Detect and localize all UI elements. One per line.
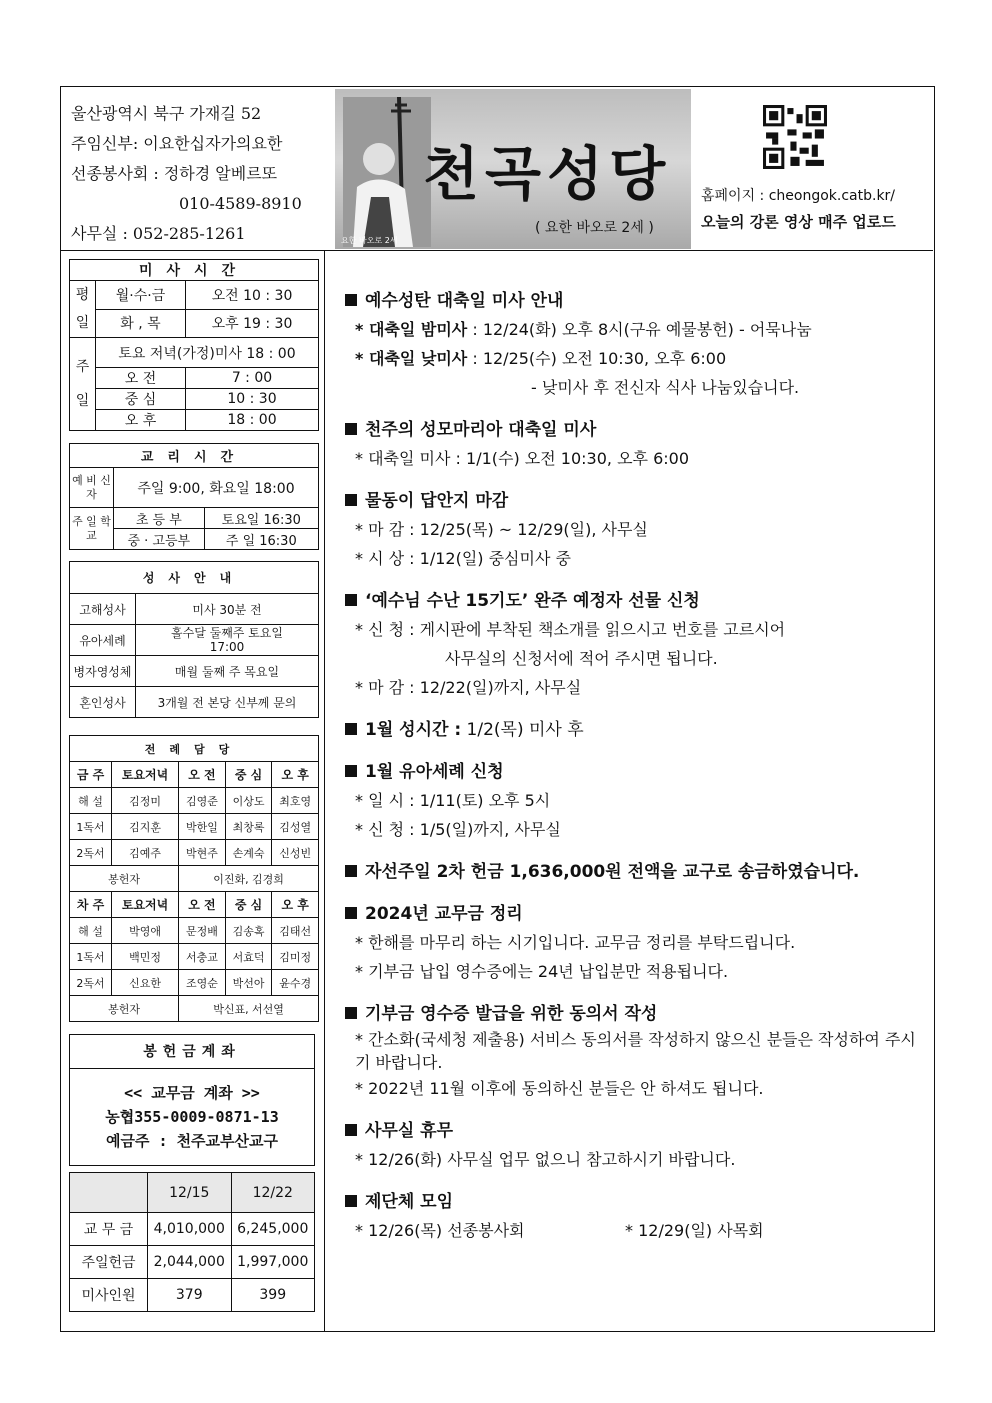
homily-notice: 오늘의 강론 영상 매주 업로드 — [701, 213, 896, 231]
bullet-square-icon — [345, 423, 357, 435]
notice-line: * 시 상 : 1/12(일) 중심미사 중 — [355, 549, 571, 568]
council-phone: 010-4589-8910 — [179, 194, 302, 213]
notice-title: 제단체 모임 — [365, 1192, 454, 1212]
liturgy-header: 오 후 — [272, 762, 319, 788]
sunday-mass-time: 18 : 00 — [186, 410, 319, 431]
bullet-square-icon — [345, 294, 357, 306]
weekday-days: 월·수·금 — [96, 281, 186, 310]
weekday-time: 오후 19 : 30 — [186, 309, 319, 338]
bullet-square-icon — [345, 1124, 357, 1136]
notice-line: * 12/26(목) 선종봉사회 — [355, 1221, 525, 1240]
sunday-mass-time: 10 : 30 — [186, 389, 319, 410]
offering-label: 봉헌자 — [70, 996, 179, 1022]
header — [61, 87, 933, 251]
pope-photo — [343, 97, 431, 247]
finance-value: 4,010,000 — [148, 1213, 232, 1246]
liturgy-cell: 김영준 — [179, 788, 226, 814]
notice-line: * 일 시 : 1/11(토) 오후 5시 — [355, 791, 551, 810]
liturgy-cell: 서충교 — [179, 944, 226, 970]
notice-title: 1월 성시간 : — [365, 720, 462, 740]
finance-date: 12/15 — [148, 1173, 232, 1213]
liturgy-cell: 최호영 — [272, 788, 319, 814]
notice-line: * 마 감 : 12/22(일)까지, 사무실 — [355, 678, 582, 697]
notice-consent — [345, 1000, 930, 1103]
finance-value: 379 — [148, 1279, 232, 1312]
liturgy-cell: 김태선 — [272, 918, 319, 944]
notice-line: * 한해를 마무리 하는 시기입니다. 교무금 정리를 부탁드립니다. — [355, 933, 796, 952]
homepage-link[interactable]: 홈페이지 : cheongok.catb.kr/ — [701, 188, 896, 204]
bullet-square-icon — [345, 907, 357, 919]
notice-line: * 12/29(일) 사목회 — [625, 1221, 764, 1240]
sacrament-desc: 매월 둘째 주 목요일 — [136, 656, 319, 687]
elementary-time: 토요일 16:30 — [204, 508, 318, 529]
finance-value: 399 — [231, 1279, 315, 1312]
mass-times-table — [69, 259, 319, 431]
notice-title: 물동이 답안지 마감 — [365, 491, 509, 511]
liturgy-cell: 서효덕 — [225, 944, 272, 970]
liturgy-cell: 최창록 — [225, 814, 272, 840]
account-holder: 예금주 : 천주교부산교구 — [106, 1132, 278, 1150]
liturgy-cell: 조영순 — [179, 970, 226, 996]
offering-label: 봉헌자 — [70, 866, 179, 892]
secondary-label: 중 · 고등부 — [114, 529, 205, 550]
notice-line: * 기부금 납입 영수증에는 24년 납입분만 적용됩니다. — [355, 962, 729, 981]
notice-key: * 대축일 밤미사 — [355, 320, 468, 339]
sunday-mass-name: 오 전 — [96, 368, 186, 389]
notice-office-closed — [345, 1117, 930, 1174]
finance-label: 교 무 금 — [70, 1213, 148, 1246]
column-divider — [324, 251, 325, 1331]
liturgy-header: 토요저녁 — [112, 762, 179, 788]
notice-line: 사무실의 신청서에 적어 주시면 됩니다. — [445, 649, 718, 668]
sunday-mass-time: 7 : 00 — [186, 368, 319, 389]
notice-holy-hour — [345, 716, 930, 744]
sacrament-name: 고해성사 — [70, 594, 136, 625]
notice-meetings — [345, 1188, 930, 1245]
finance-label: 주일헌금 — [70, 1246, 148, 1279]
liturgy-cell: 1독서 — [70, 814, 112, 840]
notice-line: - 낮미사 후 전신자 식사 나눔있습니다. — [531, 378, 800, 397]
liturgy-cell: 김정미 — [112, 788, 179, 814]
liturgy-header: 오 전 — [179, 762, 226, 788]
notice-title: 기부금 영수증 발급을 위한 동의서 작성 — [365, 1004, 658, 1024]
bullet-square-icon — [345, 1007, 357, 1019]
notice-title: 천주의 성모마리아 대축일 미사 — [365, 420, 597, 440]
liturgy-cell: 김성열 — [272, 814, 319, 840]
bulletin-frame — [60, 86, 935, 1332]
finance-table — [69, 1172, 315, 1312]
address: 울산광역시 북구 가재길 52 — [71, 104, 262, 123]
liturgy-cell: 해 설 — [70, 918, 112, 944]
liturgy-title: 전례담당 — [70, 736, 319, 762]
liturgy-cell: 1독서 — [70, 944, 112, 970]
liturgy-cell: 김지훈 — [112, 814, 179, 840]
liturgy-cell: 김미정 — [272, 944, 319, 970]
patron-saint: ( 요한 바오로 2세 ) — [535, 220, 654, 236]
notice-title: 자선주일 2차 헌금 1,636,000원 전액을 교구로 송금하였습니다. — [365, 862, 860, 882]
notice-quiz — [345, 487, 930, 573]
liturgy-header: 오 전 — [179, 892, 226, 918]
notice-line: : 12/25(수) 오전 10:30, 오후 6:00 — [467, 349, 727, 368]
elementary-label: 초 등 부 — [114, 508, 205, 529]
weekday-time: 오전 10 : 30 — [186, 281, 319, 310]
account-title: 봉헌금계좌 — [70, 1035, 314, 1069]
bullet-square-icon — [345, 1195, 357, 1207]
finance-label: 미사인원 — [70, 1279, 148, 1312]
sacrament-name: 유아세례 — [70, 625, 136, 656]
notice-mary — [345, 416, 930, 473]
bullet-square-icon — [345, 723, 357, 735]
liturgy-header: 오 후 — [272, 892, 319, 918]
liturgy-cell: 문정배 — [179, 918, 226, 944]
liturgy-cell: 손계숙 — [225, 840, 272, 866]
liturgy-cell: 김송혹 — [225, 918, 272, 944]
notice-dues — [345, 900, 930, 986]
liturgy-header: 금 주 — [70, 762, 112, 788]
liturgy-header: 중 심 — [225, 892, 272, 918]
sacrament-desc: 3개월 전 본당 신부께 문의 — [136, 687, 319, 718]
sunday-school-label: 주 일 학 교 — [70, 508, 114, 550]
catechumen-time: 주일 9:00, 화요일 18:00 — [114, 468, 319, 508]
notice-baptism — [345, 758, 930, 844]
parish-info — [71, 99, 302, 249]
liturgy-table — [69, 735, 319, 1022]
notice-christmas — [345, 287, 930, 402]
liturgy-header: 차 주 — [70, 892, 112, 918]
notice-title: 1월 유아세례 신청 — [365, 762, 504, 782]
sunday-mass-name: 오 후 — [96, 410, 186, 431]
notice-line: * 12/26(화) 사무실 업무 없으니 참고하시기 바랍니다. — [355, 1150, 736, 1169]
notice-title: 예수성탄 대축일 미사 안내 — [365, 291, 564, 311]
bullet-square-icon — [345, 765, 357, 777]
weekday-label: 평일 — [70, 281, 96, 338]
mass-times-title: 미사시간 — [70, 260, 319, 281]
notice-line: * 신 청 : 1/5(일)까지, 사무실 — [355, 820, 561, 839]
bullet-square-icon — [345, 865, 357, 877]
notice-line: * 2022년 11월 이후에 동의하신 분들은 안 하셔도 됩니다. — [355, 1079, 764, 1098]
liturgy-cell: 김예주 — [112, 840, 179, 866]
liturgy-cell: 박영애 — [112, 918, 179, 944]
notice-line: * 대축일 미사 : 1/1(수) 오전 10:30, 오후 6:00 — [355, 449, 689, 468]
account-number: 농협355-0009-0871-13 — [105, 1108, 279, 1126]
liturgy-header: 토요저녁 — [112, 892, 179, 918]
liturgy-cell: 2독서 — [70, 970, 112, 996]
weekday-days: 화 , 목 — [96, 309, 186, 338]
catechumen-label: 예 비 신 자 — [70, 468, 114, 508]
notice-line: * 간소화(국세청 제출용) 서비스 동의서를 작성하지 않으신 분들은 작성하여 주시기 바랍니다. — [355, 1030, 916, 1072]
notice-line: * 마 감 : 12/25(목) ~ 12/29(일), 사무실 — [355, 520, 648, 539]
catechism-title: 교리시간 — [70, 444, 319, 468]
offering-names: 박신표, 서선열 — [179, 996, 319, 1022]
sacrament-desc: 홀수달 둘째주 토요일 17:00 — [136, 625, 319, 656]
parish-name: 천곡성당 — [423, 140, 672, 208]
liturgy-cell: 신요한 — [112, 970, 179, 996]
notice-charity — [345, 858, 930, 886]
liturgy-header: 중 심 — [225, 762, 272, 788]
finance-value: 2,044,000 — [148, 1246, 232, 1279]
account-heading: << 교무금 계좌 >> — [124, 1084, 260, 1102]
sunday-label: 주일 — [70, 338, 96, 431]
notice-key: * 대축일 낮미사 — [355, 349, 468, 368]
liturgy-cell: 박현주 — [179, 840, 226, 866]
notice-line: : 12/24(화) 오후 8시(구유 예물봉헌) - 어묵나눔 — [467, 320, 812, 339]
secondary-time: 주 일 16:30 — [204, 529, 318, 550]
finance-value: 6,245,000 — [231, 1213, 315, 1246]
notice-title: ‘예수님 수난 15기도’ 완주 예정자 선물 신청 — [365, 591, 700, 611]
notice-line: 1/2(목) 미사 후 — [461, 720, 584, 740]
finance-corner — [70, 1173, 148, 1213]
liturgy-cell: 해 설 — [70, 788, 112, 814]
sacrament-table — [69, 561, 319, 718]
pastor: 주임신부: 이요한십자가의요한 — [71, 134, 283, 153]
notice-prayer-gift — [345, 587, 930, 702]
liturgy-cell: 이상도 — [225, 788, 272, 814]
parish-banner — [335, 89, 691, 249]
sacrament-name: 병자영성체 — [70, 656, 136, 687]
liturgy-cell: 윤수경 — [272, 970, 319, 996]
council: 선종봉사회 : 정하경 알베르또 — [71, 164, 278, 183]
notices — [345, 287, 930, 1259]
notice-line: * 신 청 : 게시판에 부착된 책소개를 읽으시고 번호를 고르시어 — [355, 620, 786, 639]
offering-account-box — [69, 1034, 315, 1166]
photo-caption: 요한 바오로 2세 — [341, 236, 398, 245]
liturgy-cell: 백민정 — [112, 944, 179, 970]
sunday-mass-name: 중 심 — [96, 389, 186, 410]
sacrament-title: 성사안내 — [70, 562, 319, 594]
finance-value: 1,997,000 — [231, 1246, 315, 1279]
saturday-evening-mass: 토요 저녁(가정)미사 18 : 00 — [96, 338, 319, 368]
liturgy-cell: 신성빈 — [272, 840, 319, 866]
sacrament-name: 혼인성사 — [70, 687, 136, 718]
liturgy-cell: 박한일 — [179, 814, 226, 840]
liturgy-cell: 박선아 — [225, 970, 272, 996]
notice-title: 2024년 교무금 정리 — [365, 904, 523, 924]
offering-names: 이진화, 김경희 — [179, 866, 319, 892]
qr-code-icon[interactable] — [763, 105, 827, 169]
notice-title: 사무실 휴무 — [365, 1121, 454, 1141]
liturgy-cell: 2독서 — [70, 840, 112, 866]
catechism-table — [69, 443, 319, 550]
bullet-square-icon — [345, 494, 357, 506]
sacrament-desc: 미사 30분 전 — [136, 594, 319, 625]
finance-date: 12/22 — [231, 1173, 315, 1213]
bullet-square-icon — [345, 594, 357, 606]
office-phone: 사무실 : 052-285-1261 — [71, 224, 246, 243]
